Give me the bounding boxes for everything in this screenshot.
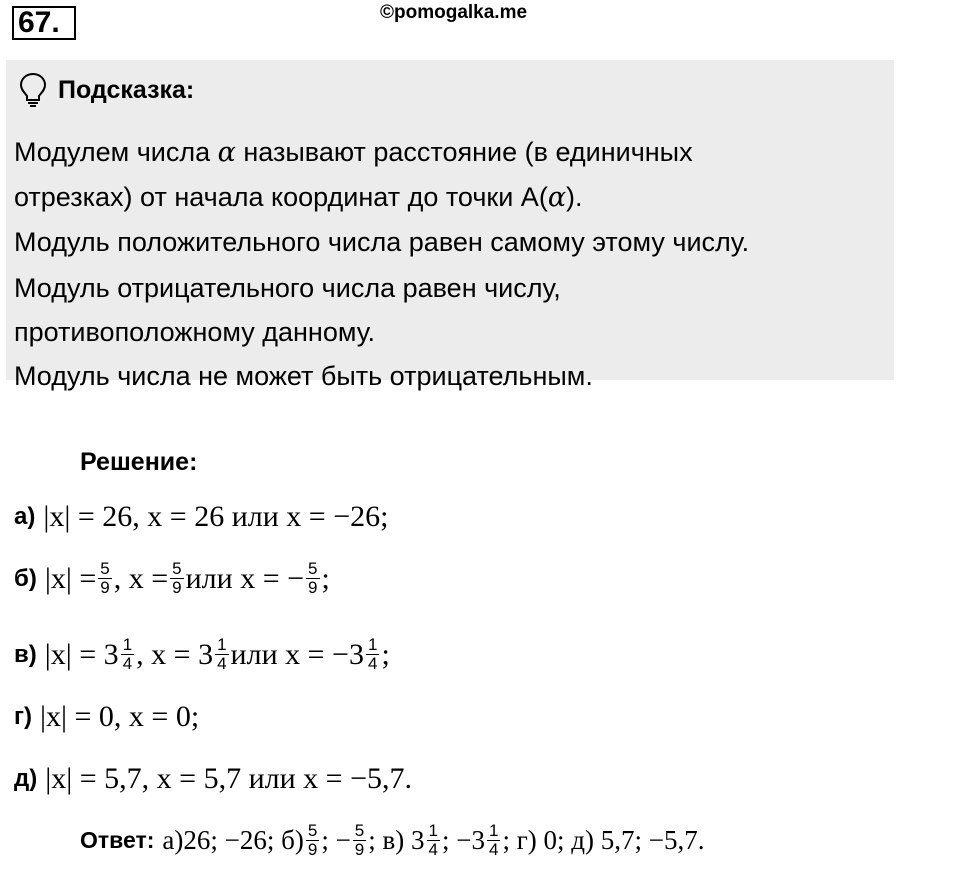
row-math: ; [381, 637, 390, 671]
fraction [306, 822, 319, 859]
answer-text: ; в) 3 [368, 825, 425, 855]
answer-row [80, 822, 704, 859]
fraction [366, 636, 379, 673]
row-math: или x = − [185, 561, 305, 595]
row-math: , x = [113, 561, 169, 595]
denominator: 4 [367, 654, 378, 673]
hint-line-6: Модуль числа не может быть отрицательным. [14, 361, 593, 391]
row-math: |x| = 5,7, x = 5,7 или x = −5,7. [45, 762, 413, 795]
denominator: 9 [172, 578, 182, 597]
denominator: 4 [122, 654, 133, 673]
numerator: 1 [367, 635, 378, 654]
row-math: или x = −3 [230, 637, 364, 671]
numerator: 1 [217, 635, 227, 654]
answer-text: ; −3 [441, 825, 485, 855]
fraction [487, 822, 500, 859]
fraction [215, 636, 228, 673]
denominator: 9 [308, 578, 318, 597]
hint-box [6, 60, 894, 391]
numerator: 5 [308, 559, 318, 578]
answer-text: ; − [321, 825, 351, 855]
denominator: 9 [354, 840, 365, 859]
hint-line-2 [14, 175, 749, 220]
hint-line-5: противоположному данному. [14, 317, 376, 347]
problem-number: 67. [12, 6, 76, 40]
numerator: 5 [172, 559, 182, 578]
solution-title: Решение: [80, 448, 198, 476]
row-label: б) [14, 564, 37, 592]
fraction [306, 560, 319, 597]
row-label: в) [14, 640, 37, 668]
hint-line-1-end: называют расстояние (в единичных [235, 137, 693, 167]
numerator: 1 [428, 821, 438, 840]
numerator: 5 [307, 821, 318, 840]
row-math: |x| = 26, x = 26 или x = −26; [43, 500, 389, 533]
hint-text [14, 130, 749, 398]
numerator: 5 [354, 821, 365, 840]
site-watermark: ©pomogalka.me [380, 2, 528, 23]
fraction [98, 560, 111, 597]
row-math: |x| = 0, x = 0; [40, 700, 200, 733]
answer-label: Ответ: [80, 827, 155, 853]
answer-text: а)26; −26; б) [162, 825, 304, 855]
solution-row-a [14, 500, 388, 534]
row-math: ; [321, 561, 330, 595]
solution-row-g [14, 700, 199, 734]
fraction [121, 636, 134, 673]
row-math: , x = 3 [136, 637, 214, 671]
row-label: д) [14, 765, 38, 792]
solution-row-v [14, 636, 390, 673]
solution-row-d [14, 762, 412, 796]
lightbulb-icon [18, 72, 48, 108]
row-math: |x| = [44, 561, 97, 595]
alpha-symbol: α [217, 137, 236, 168]
hint-line-2-end: ). [566, 182, 583, 212]
denominator: 4 [488, 840, 499, 859]
numerator: 5 [100, 559, 110, 578]
numerator: 1 [488, 821, 499, 840]
hint-line-4: Модуль отрицательного числа равен числу, [14, 273, 561, 303]
denominator: 4 [217, 654, 227, 673]
row-label: г) [14, 703, 32, 730]
fraction [427, 822, 440, 859]
row-math: |x| = 3 [44, 637, 119, 671]
fraction [353, 822, 366, 859]
solution-row-b [14, 560, 330, 597]
answer-text: ; г) 0; д) 5,7; −5,7. [502, 825, 705, 855]
hint-line-2-start: отрезках) от начала координат до точки А( [14, 182, 548, 212]
denominator: 9 [100, 578, 110, 597]
fraction [170, 560, 183, 597]
numerator: 1 [122, 635, 133, 654]
hint-title: Подсказка: [58, 75, 195, 104]
row-label: а) [14, 503, 36, 530]
hint-line-1-start: Модулем числа [14, 137, 218, 167]
hint-line-1 [14, 130, 749, 175]
hint-header [18, 72, 194, 108]
hint-line-3: Модуль положительного числа равен самому этому числу. [14, 227, 750, 257]
denominator: 9 [307, 840, 318, 859]
alpha-symbol: α [547, 182, 567, 213]
denominator: 4 [428, 840, 438, 859]
